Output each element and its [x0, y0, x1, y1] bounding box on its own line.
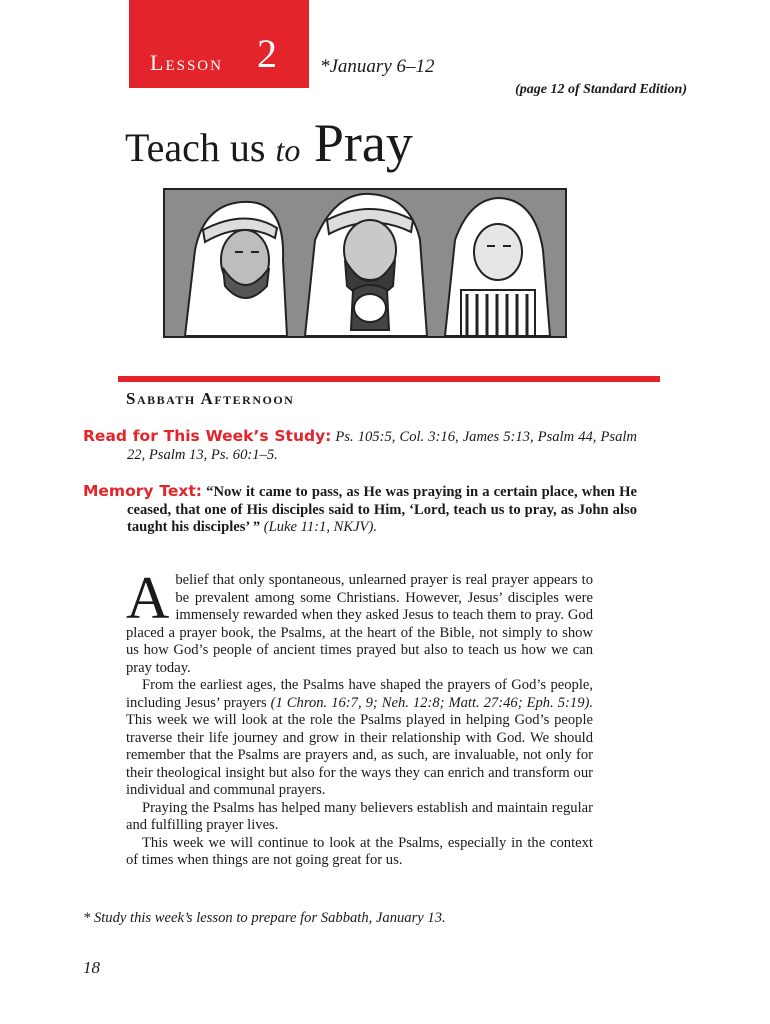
body-paragraph-2a: From the earliest ages, the Psalms have shaped the prayers of God’s people, including Jesus’ prayers — [126, 677, 593, 711]
section-divider — [118, 376, 660, 382]
memory-ref: (Luke 11:1, NKJV). — [260, 519, 377, 535]
body-paragraph-4: This week we will continue to look at the Psalms, especially in the context of times when things are not going great for us. — [126, 834, 593, 868]
body-paragraph-1 — [126, 565, 593, 677]
read-for-study — [83, 428, 637, 464]
lesson-dates: *January 6–12 — [320, 56, 435, 77]
title-part-2: to — [275, 132, 301, 168]
read-label: Read for This Week’s Study: — [83, 427, 332, 445]
body-paragraph-2c: This week we will look at the role the Psalms played in helping God’s people traverse their life journey and grow in their relationship with God. We should remember that the Psalms are prayers and, as such, are invaluable, not only for their theological insight but also for the ways they can enrich and transform our individual and communal prayers. — [126, 712, 593, 798]
read-refs: Ps. 105:5, Col. 3:16, James 5:13, Psalm 44, Psalm 22, Psalm 13, Ps. 60:1–5. — [127, 429, 637, 463]
section-heading: Sabbath Afternoon — [126, 389, 295, 408]
memory-text — [83, 483, 637, 537]
lesson-label: Lesson — [150, 50, 223, 75]
lesson-body — [126, 565, 593, 870]
page-title — [125, 112, 413, 174]
body-paragraph-2-refs: (1 Chron. 16:7, 9; Neh. 12:8; Matt. 27:46; Eph. 5:19). — [270, 694, 593, 711]
lesson-number: 2 — [257, 31, 277, 76]
footnote: * Study this week’s lesson to prepare for Sabbath, January 13. — [83, 910, 446, 926]
page-number: 18 — [83, 958, 100, 977]
title-part-3: Pray — [300, 113, 413, 173]
disciples-illustration — [163, 188, 567, 338]
memory-label: Memory Text: — [83, 482, 203, 500]
drop-cap: A — [126, 565, 170, 631]
memory-verse: “Now it came to pass, as He was praying in a certain place, when He ceased, that one of His disciples said to Him, ‘Lord, teach us to pray, as John also taught his disciples’ ” — [127, 484, 638, 535]
title-part-1: Teach us — [125, 125, 276, 170]
body-paragraph-2 — [126, 677, 593, 800]
edition-note: (page 12 of Standard Edition) — [515, 82, 687, 97]
body-paragraph-1-text: belief that only spontaneous, unlearned prayer is real prayer appears to be prevalent among some Christians. However, Jesus’ disciples were immensely rewarded when they asked Jesus to teach them to pray. God placed a prayer book, the Psalms, at the heart of the Bible, not simply to show us how God’s people of ancient times prayed but also to teach us how we can pray today. — [126, 572, 593, 676]
body-paragraph-3: Praying the Psalms has helped many believers establish and maintain regular and fulfilling prayer lives. — [126, 799, 593, 833]
